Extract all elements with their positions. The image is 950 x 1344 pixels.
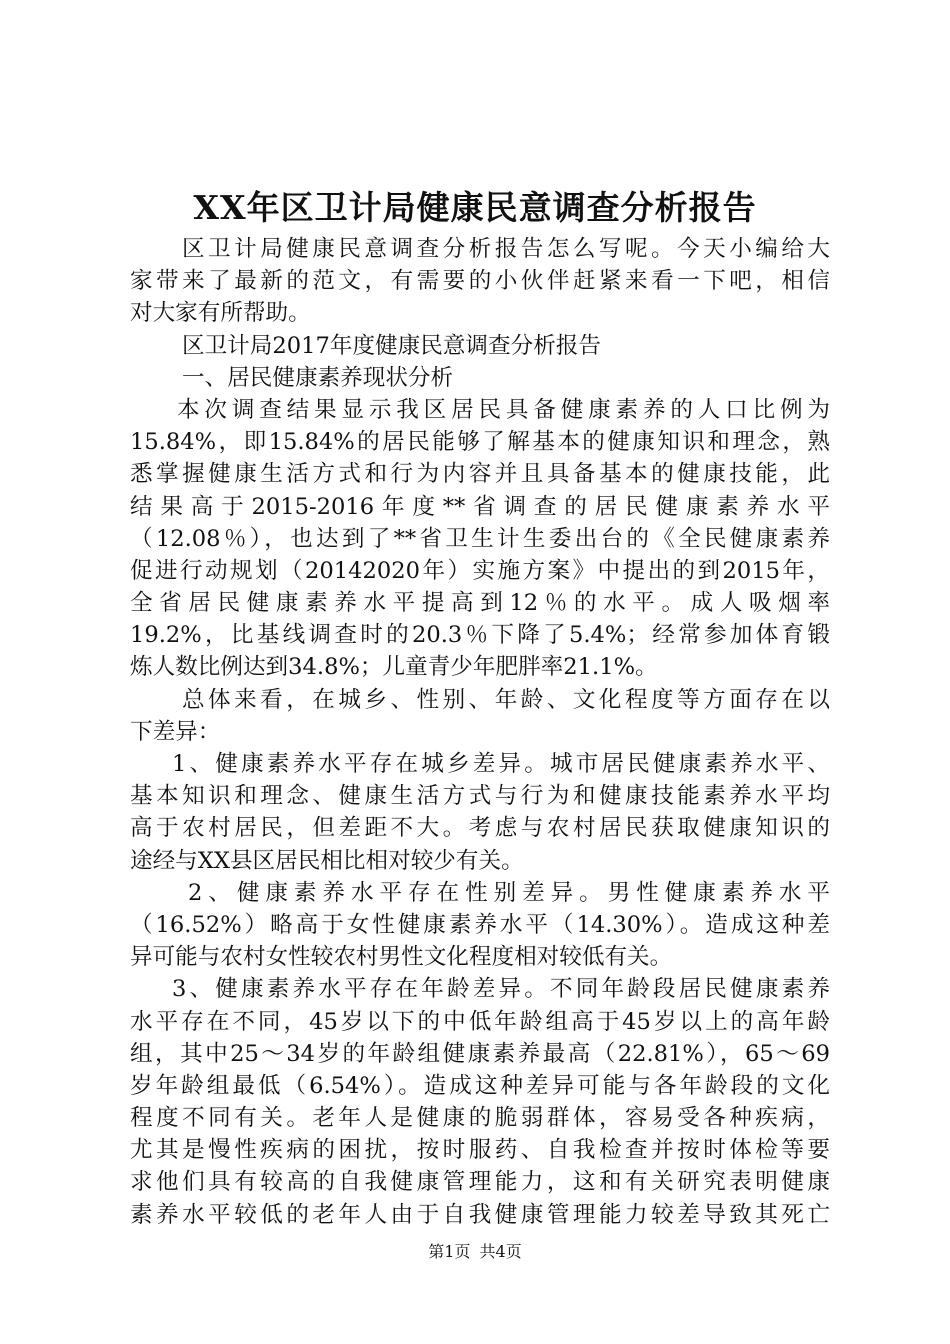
text-line: 15.84%，即15.84%的居民能够了解基本的健康知识和理念，熟 bbox=[130, 429, 830, 456]
page-footer bbox=[0, 1241, 950, 1263]
text-line: 程度不同有关。老年人是健康的脆弱群体，容易受各种疾病， bbox=[130, 1105, 830, 1132]
text-line: 全省居民健康素养水平提高到12％的水平。成人吸烟率 bbox=[130, 590, 830, 617]
text-line: 基本知识和理念、健康生活方式与行为和健康技能素养水平均 bbox=[130, 783, 830, 810]
text-line: 区卫计局健康民意调查分析报告怎么写呢。今天小编给大 bbox=[182, 236, 830, 262]
text-line: 水平存在不同，45岁以下的中低年龄组高于45岁以上的高年龄 bbox=[130, 1008, 830, 1035]
text-line: 素养水平较低的老年人由于自我健康管理能力较差导致其死亡 bbox=[130, 1201, 830, 1228]
text-line: 促进行动规划（20142020年）实施方案》中提出的到2015年， bbox=[130, 557, 830, 584]
text-line: 3、健康素养水平存在年龄差异。不同年龄段居民健康素养 bbox=[172, 976, 830, 1003]
text-line: 2、健康素养水平存在性别差异。男性健康素养水平 bbox=[188, 879, 830, 906]
text-line: 途经与XX县区居民相比相对较少有关。 bbox=[130, 847, 524, 874]
text-line: 岁年龄组最低（6.54%）。造成这种差异可能与各年龄段的文化 bbox=[130, 1072, 830, 1099]
text-line: （16.52%）略高于女性健康素养水平（14.30%）。造成这种差 bbox=[130, 911, 830, 938]
text-line: 19.2%，比基线调查时的20.3％下降了5.4%；经常参加体育锻 bbox=[130, 622, 830, 649]
subheading: 区卫计局2017年度健康民意调查分析报告 bbox=[182, 332, 601, 359]
page-number: 第1页 bbox=[428, 1242, 471, 1261]
text-line: （12.08％），也达到了**省卫生计生委出台的《全民健康素养 bbox=[130, 525, 830, 552]
text-line: 组，其中25～34岁的年龄组健康素养最高（22.81%），65～69 bbox=[130, 1040, 830, 1067]
text-line: 尤其是慢性疾病的困扰，按时服药、自我检查并按时体检等要 bbox=[130, 1137, 830, 1164]
section-heading: 一、居民健康素养现状分析 bbox=[182, 364, 454, 391]
text-line: 对大家有所帮助。 bbox=[130, 300, 311, 327]
text-line: 求他们具有较高的自我健康管理能力，这和有关研究表明健康 bbox=[130, 1169, 830, 1196]
text-line: 悉掌握健康生活方式和行为内容并且具备基本的健康技能，此 bbox=[130, 461, 830, 488]
page-total: 共4页 bbox=[479, 1242, 522, 1261]
text-line: 1、健康素养水平存在城乡差异。城市居民健康素养水平、 bbox=[172, 751, 830, 777]
text-line: 本次调查结果显示我区居民具备健康素养的人口比例为 bbox=[177, 396, 830, 423]
text-line: 下差异： bbox=[130, 718, 221, 745]
document-body bbox=[130, 233, 830, 1231]
text-line: 炼人数比例达到34.8%；儿童青少年肥胖率21.1%。 bbox=[130, 654, 658, 681]
text-line: 结果高于2015-2016年度**省调查的居民健康素养水平 bbox=[130, 493, 830, 520]
text-line: 家带来了最新的范文，有需要的小伙伴赶紧来看一下吧，相信 bbox=[130, 268, 830, 295]
document-title: XX年区卫计局健康民意调查分析报告 bbox=[193, 188, 757, 227]
text-line: 高于农村居民，但差距不大。考虑与农村居民获取健康知识的 bbox=[130, 815, 830, 842]
text-line: 总体来看，在城乡、性别、年龄、文化程度等方面存在以 bbox=[182, 686, 830, 713]
text-line: 异可能与农村女性较农村男性文化程度相对较低有关。 bbox=[130, 944, 673, 971]
